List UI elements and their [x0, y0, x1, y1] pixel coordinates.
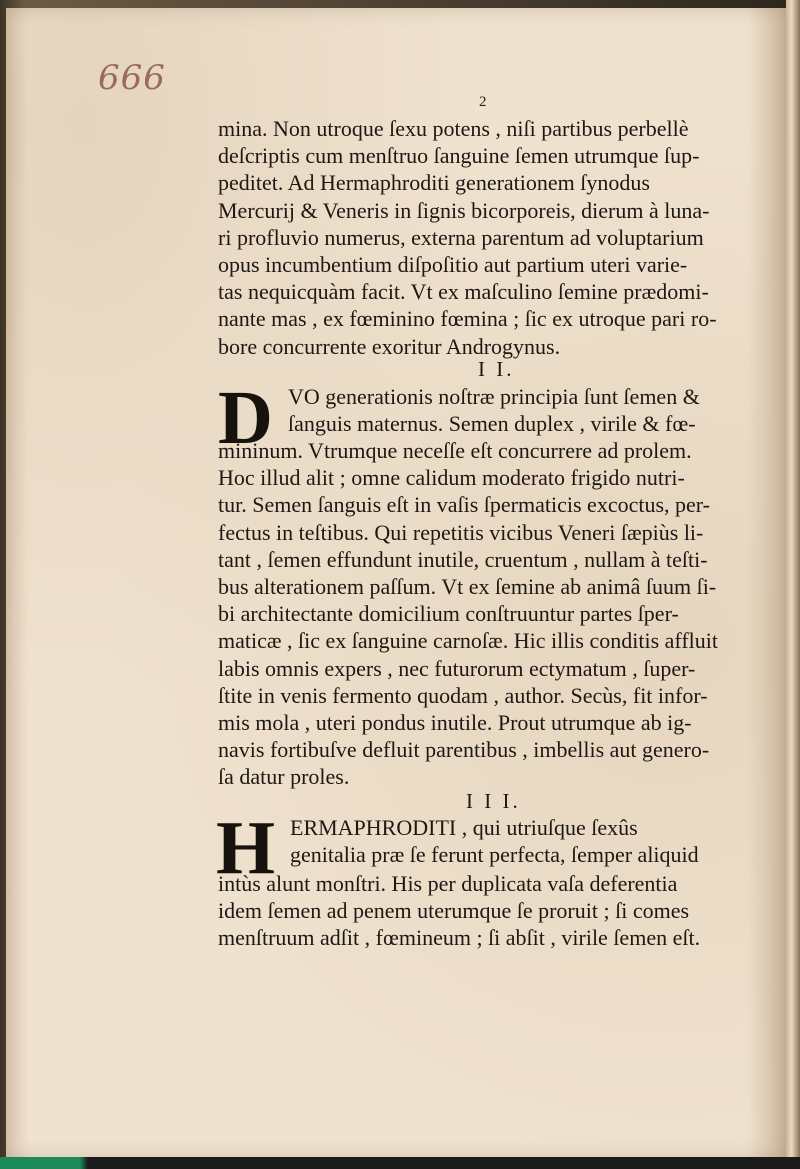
text-line: Mercurij & Veneris in ſignis bicorporeis, dierum à luna- [218, 197, 710, 223]
text-line: ri profluvio numerus, externa parentum ad voluptarium [218, 224, 704, 250]
text-line: bus alterationem paſſum. Vt ex ſemine ab animâ ſuum ſi- [218, 573, 717, 599]
text-line: mina. Non utroque ſexu potens , niſi partibus perbellè [218, 116, 689, 141]
text-line: nante mas , ex fœminino fœmina ; ſic ex utroque pari ro- [218, 306, 717, 332]
text-line: VO generationis noſtræ principia ſunt ſemen & [288, 384, 700, 409]
text-line: mininum. Vtrumque neceſſe eſt concurrere ad prolem. [218, 438, 692, 463]
text-line: tas nequicquàm facit. Vt ex maſculino ſemine prædomi- [218, 279, 709, 305]
text-line: ERMAPHRODITI , qui utriuſque ſexûs [290, 815, 638, 840]
paragraph-1 [218, 115, 758, 360]
text-line: peditet. Ad Hermaphroditi generationem ſynodus [218, 170, 650, 196]
scan-bottom-edge [0, 1157, 800, 1169]
text-line: genitalia præ ſe ferunt perfecta, ſemper aliquid [290, 842, 699, 868]
next-page-edge [786, 0, 800, 1169]
handwritten-folio-number: 666 [98, 58, 166, 98]
section-2-opening [288, 383, 758, 437]
text-line: bi architectante domicilium conſtruuntur partes ſper- [218, 601, 679, 627]
paragraph-2 [218, 437, 758, 790]
text-line: ſanguis maternus. Semen duplex , virile & fœ- [288, 411, 696, 437]
text-line: opus incumbentium diſpoſitio aut partium uteri varie- [218, 251, 688, 277]
text-line: labis omnis expers , nec futurorum ectymatum , ſuper- [218, 655, 696, 681]
text-line: tant , ſemen effundunt inutile, cruentum , nullam à teſti- [218, 546, 708, 572]
text-line: deſcriptis cum menſtruo ſanguine ſemen utrumque ſup- [218, 143, 700, 169]
text-line: maticæ , ſic ex ſanguine carnoſæ. Hic illis conditis affluit [218, 628, 718, 654]
text-line: intùs alunt monſtri. His per duplicata vaſa deferentia [218, 871, 678, 896]
text-line: idem ſemen ad penem uterumque ſe proruit ; ſi comes [218, 898, 690, 924]
drop-cap-h: H [216, 806, 276, 890]
drop-cap-d: D [218, 376, 273, 460]
text-line: ſtite in venis fermento quodam , author. Secùs, fit infor- [218, 682, 708, 708]
text-line: menſtruum adſit , fœmineum ; ſi abſit , virile ſemen eſt. [218, 925, 701, 951]
text-line: Hoc illud alit ; omne calidum moderato frigido nutri- [218, 465, 685, 491]
text-line: tur. Semen ſanguis eſt in vaſis ſpermaticis excoctus, per- [218, 492, 710, 518]
section-heading-3: I I I. [466, 789, 521, 813]
text-line: bore concurrente exoritur Androgynus. [218, 333, 561, 359]
section-heading-2: I I. [478, 357, 515, 381]
text-line: fectus in teſtibus. Qui repetitis vicibus Veneri ſæpiùs li- [218, 519, 704, 545]
text-line: ſa datur proles. [218, 764, 350, 790]
text-line: navis fortibuſve defluit parentibus , imbellis aut genero- [218, 737, 710, 763]
signature-mark: 2 [479, 94, 487, 110]
paragraph-3 [218, 870, 758, 952]
section-3-opening [290, 814, 760, 868]
text-line: mis mola , uteri pondus inutile. Prout utrumque ab ig- [218, 709, 692, 735]
